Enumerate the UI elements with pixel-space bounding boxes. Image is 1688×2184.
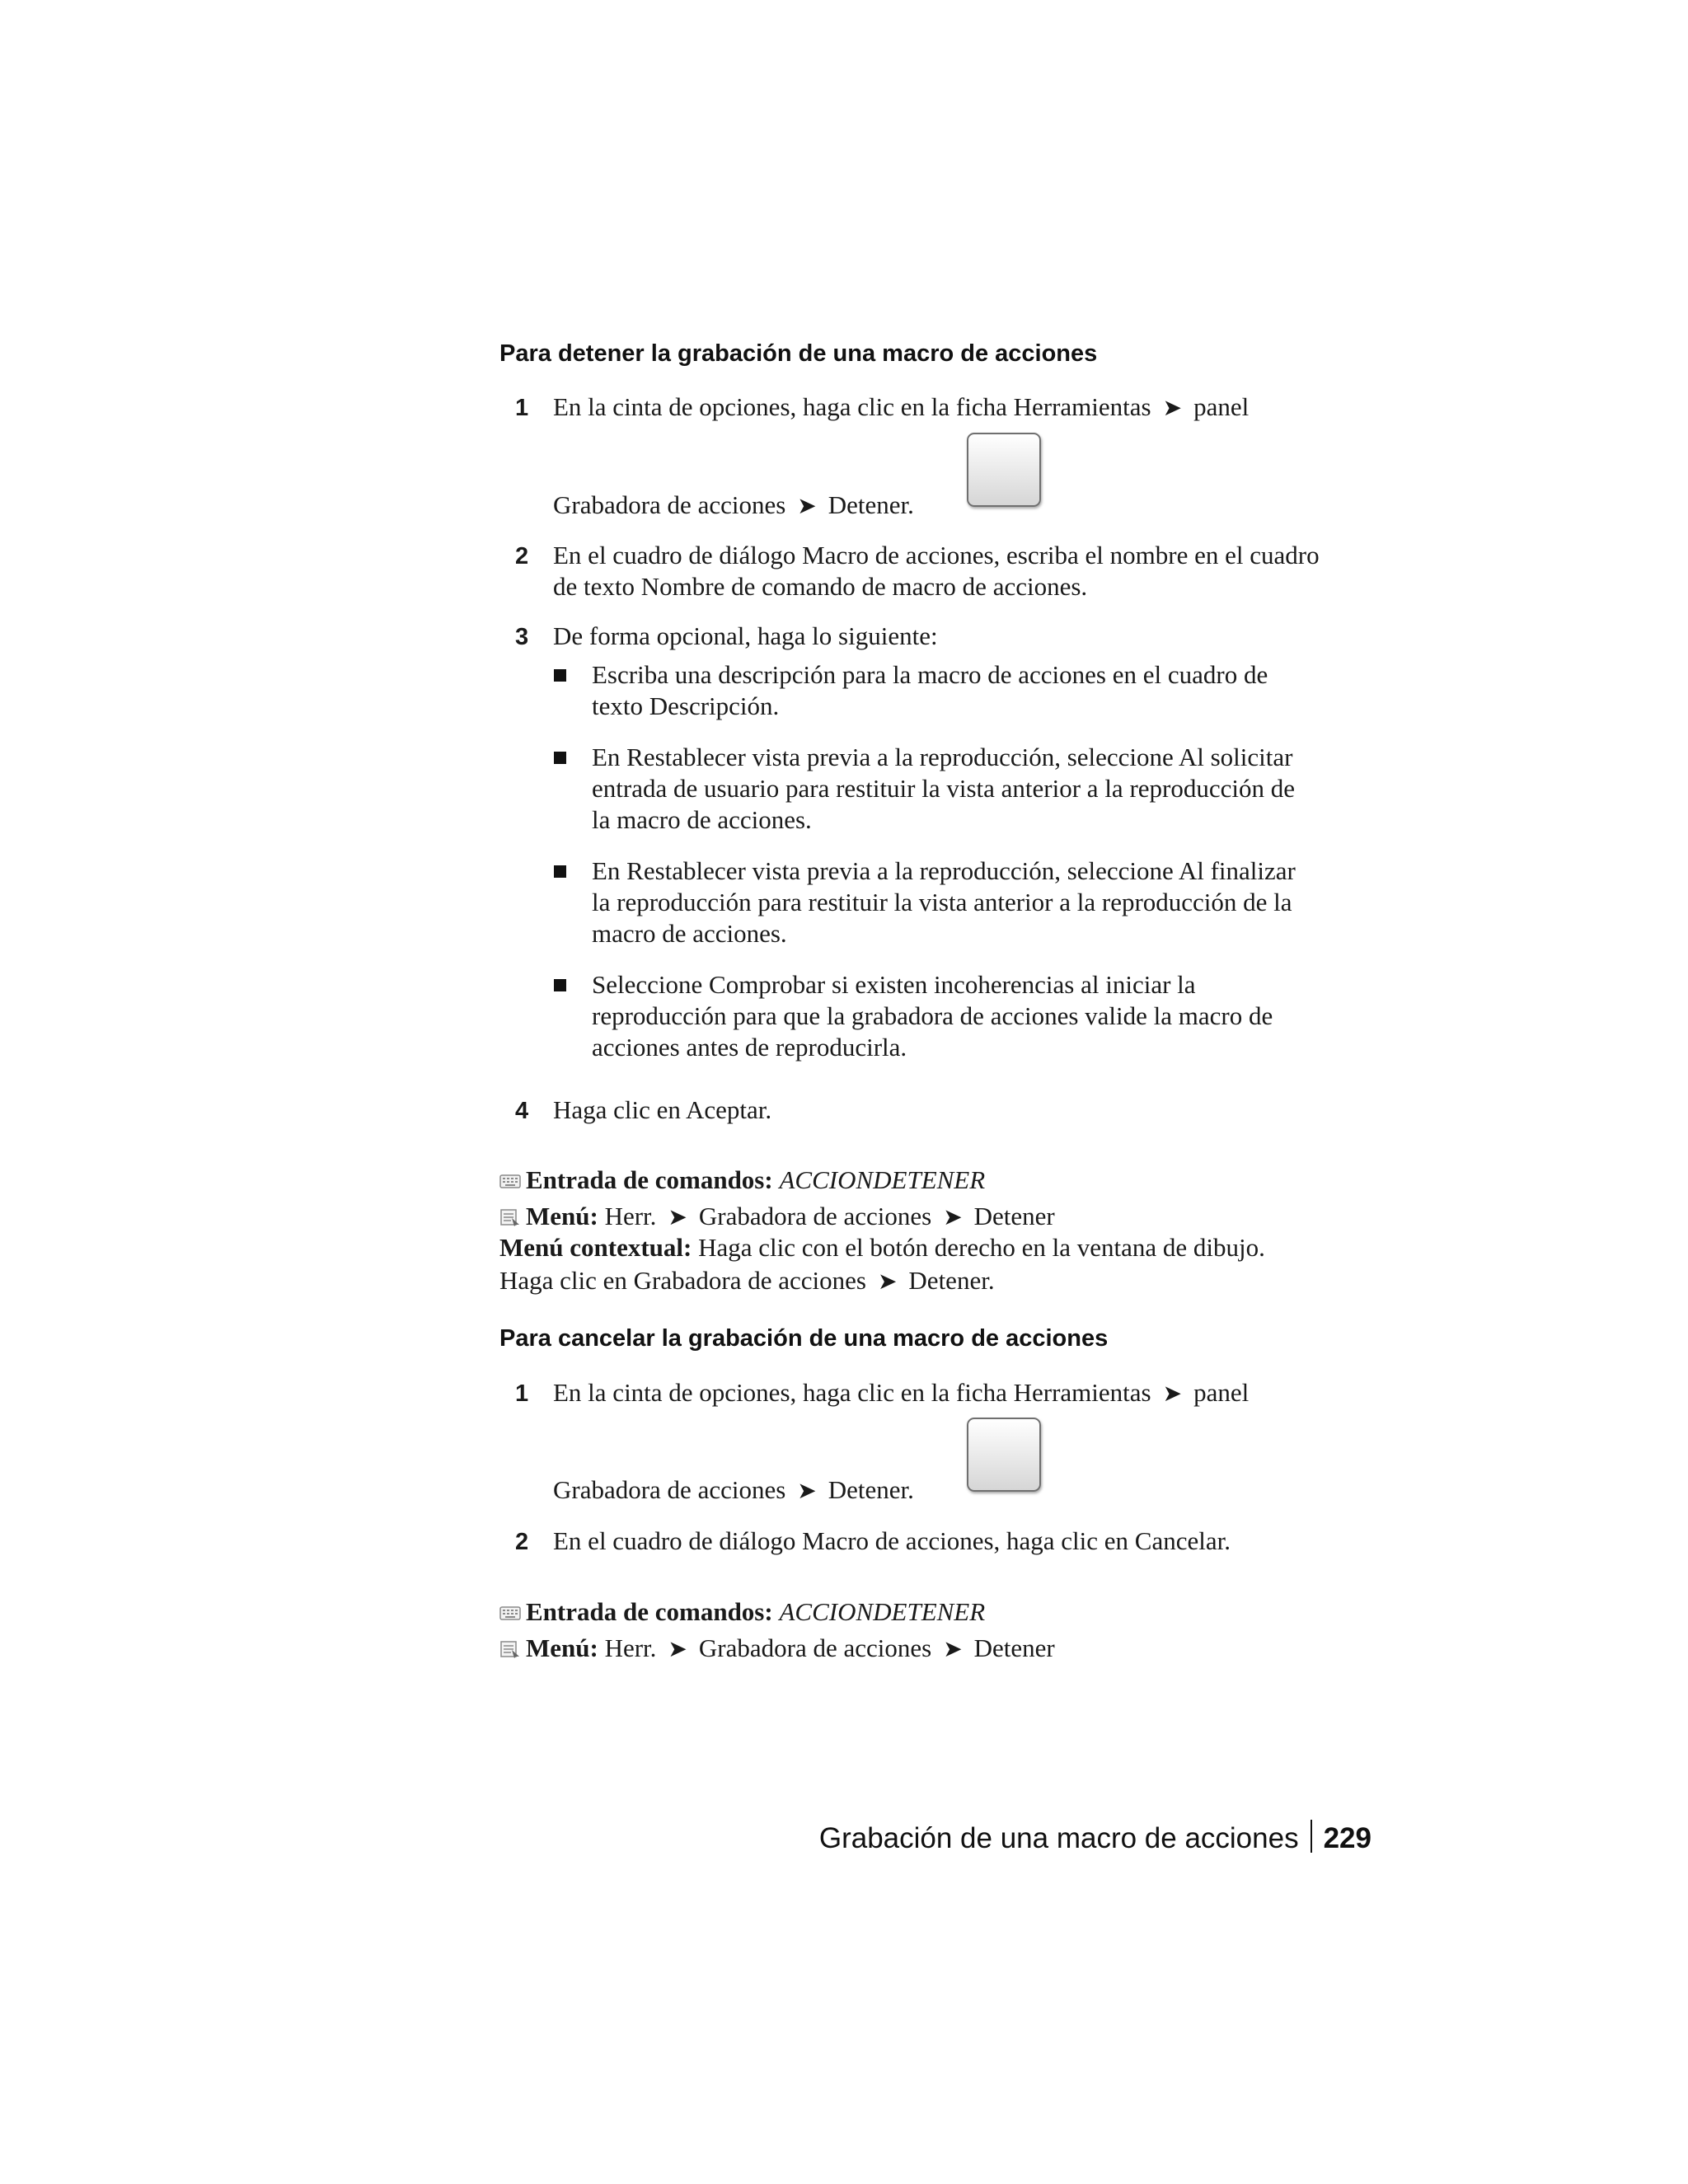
menu-icon bbox=[499, 1640, 521, 1658]
bullet-text bbox=[592, 742, 1295, 836]
arrow-icon: ➤ bbox=[797, 1479, 817, 1504]
bullet-line: Seleccione Comprobar si existen incoherencias al iniciar la bbox=[592, 970, 1196, 999]
step-text-line: En el cuadro de diálogo Macro de acciones, escriba el nombre en el cuadro bbox=[553, 541, 1320, 569]
arrow-icon: ➤ bbox=[1162, 396, 1183, 421]
context-menu-text: Haga clic con el botón derecho en la ventana de dibujo. bbox=[698, 1233, 1265, 1262]
command-entry-value: ACCIONDETENER bbox=[779, 1165, 986, 1194]
arrow-icon: ➤ bbox=[1162, 1381, 1183, 1407]
step-number: 1 bbox=[515, 395, 529, 421]
bullet-text bbox=[592, 969, 1273, 1063]
menu-item: Grabadora de acciones bbox=[698, 1202, 932, 1230]
bullet-icon bbox=[554, 865, 566, 878]
arrow-icon: ➤ bbox=[668, 1637, 687, 1662]
stop-button-icon bbox=[967, 433, 1041, 507]
step-text bbox=[553, 1377, 1249, 1410]
command-entry-value: ACCIONDETENER bbox=[779, 1597, 986, 1626]
menu-item: Detener bbox=[973, 1633, 1055, 1662]
section-heading-stop: Para detener la grabación de una macro de acciones bbox=[499, 340, 1098, 367]
step-text bbox=[553, 1474, 914, 1507]
step-text-line: Grabadora de acciones bbox=[553, 490, 786, 519]
stop-button-icon bbox=[967, 1418, 1041, 1492]
menu-item: Detener bbox=[973, 1202, 1055, 1230]
step-text-line: De forma opcional, haga lo siguiente: bbox=[553, 621, 938, 650]
bullet-line: En Restablecer vista previa a la reproducción, seleccione Al finalizar bbox=[592, 856, 1296, 885]
menu-label: Menú: bbox=[526, 1633, 598, 1662]
bullet-icon bbox=[554, 669, 566, 682]
menu-item: Grabadora de acciones bbox=[698, 1633, 932, 1662]
bullet-icon bbox=[554, 979, 566, 991]
step-text-line-end: panel bbox=[1193, 1378, 1250, 1407]
menu-item: Herr. bbox=[604, 1202, 657, 1230]
step-text-line: de texto Nombre de comando de macro de acciones. bbox=[553, 572, 1088, 601]
step-text-line: En la cinta de opciones, haga clic en la ficha Herramientas bbox=[553, 1378, 1151, 1407]
menu-line bbox=[499, 1633, 1055, 1666]
context-menu-label: Menú contextual: bbox=[499, 1233, 692, 1262]
command-entry-line bbox=[499, 1596, 985, 1628]
context-menu-text: Haga clic en Grabadora de acciones bbox=[499, 1266, 866, 1295]
bullet-line: reproducción para que la grabadora de acciones valide la macro de bbox=[592, 1001, 1273, 1030]
footer-title: Grabación de una macro de acciones bbox=[818, 1822, 1299, 1854]
bullet-line: acciones antes de reproducirla. bbox=[592, 1033, 907, 1062]
arrow-icon: ➤ bbox=[668, 1205, 687, 1230]
step-text-line-end: Detener. bbox=[828, 490, 914, 519]
arrow-icon: ➤ bbox=[877, 1269, 898, 1295]
step-number: 3 bbox=[515, 624, 529, 650]
step-text-line-end: panel bbox=[1193, 392, 1250, 421]
arrow-icon: ➤ bbox=[943, 1205, 963, 1230]
step-number: 2 bbox=[515, 1529, 529, 1555]
step-number: 1 bbox=[515, 1380, 529, 1407]
bullet-line: Escriba una descripción para la macro de acciones en el cuadro de bbox=[592, 660, 1268, 689]
bullet-line: entrada de usuario para restituir la vista anterior a la reproducción de bbox=[592, 774, 1295, 803]
step-number: 4 bbox=[515, 1098, 529, 1124]
bullet-line: En Restablecer vista previa a la reproducción, seleccione Al solicitar bbox=[592, 743, 1293, 771]
menu-item: Herr. bbox=[604, 1633, 657, 1662]
page-number: 229 bbox=[1323, 1822, 1372, 1854]
step-text-line-end: Detener. bbox=[828, 1475, 914, 1504]
bullet-line: la reproducción para restituir la vista anterior a la reproducción de la bbox=[592, 888, 1292, 916]
command-entry-line bbox=[499, 1165, 985, 1196]
bullet-text bbox=[592, 659, 1268, 722]
bullet-line: macro de acciones. bbox=[592, 919, 787, 948]
menu-line bbox=[499, 1201, 1055, 1234]
context-menu-line bbox=[499, 1232, 1265, 1263]
section-heading-cancel: Para cancelar la grabación de una macro de acciones bbox=[499, 1325, 1109, 1352]
footer-divider bbox=[1311, 1820, 1312, 1853]
command-entry-label: Entrada de comandos: bbox=[526, 1597, 773, 1626]
arrow-icon: ➤ bbox=[943, 1637, 963, 1662]
bullet-line: la macro de acciones. bbox=[592, 805, 812, 834]
step-text bbox=[553, 490, 914, 523]
arrow-icon: ➤ bbox=[797, 494, 817, 519]
bullet-line: texto Descripción. bbox=[592, 691, 780, 720]
bullet-text bbox=[592, 855, 1296, 949]
menu-icon bbox=[499, 1208, 521, 1226]
step-text bbox=[553, 391, 1249, 424]
step-text-line: En el cuadro de diálogo Macro de acciones, haga clic en Cancelar. bbox=[553, 1526, 1231, 1555]
command-entry-label: Entrada de comandos: bbox=[526, 1165, 773, 1194]
menu-label: Menú: bbox=[526, 1202, 598, 1230]
keyboard-icon bbox=[499, 1172, 521, 1190]
step-text bbox=[553, 540, 1320, 602]
bullet-icon bbox=[554, 752, 566, 764]
step-text-line: En la cinta de opciones, haga clic en la ficha Herramientas bbox=[553, 392, 1151, 421]
step-text-line: Haga clic en Aceptar. bbox=[553, 1095, 772, 1124]
context-menu-text: Detener. bbox=[908, 1266, 995, 1295]
context-menu-line bbox=[499, 1265, 995, 1298]
step-text-line: Grabadora de acciones bbox=[553, 1475, 786, 1504]
step-number: 2 bbox=[515, 543, 529, 569]
page-footer bbox=[819, 1820, 1372, 1855]
keyboard-icon bbox=[499, 1604, 521, 1622]
